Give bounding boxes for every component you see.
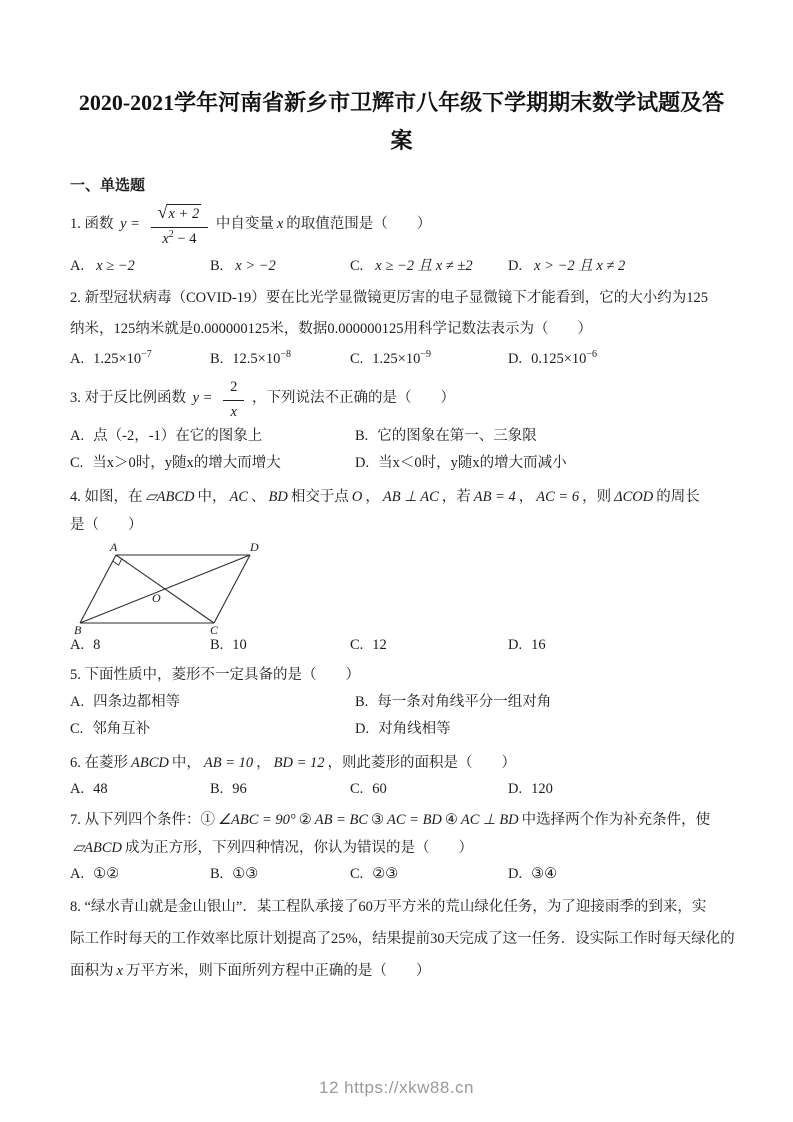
q2-stem-line-1: 2. 新型冠状病毒（COVID-19）要在比光学显微镜更厉害的电子显微镜下才能看到，它的大小约为125 bbox=[70, 290, 708, 306]
q3-fraction-numerator: 2 bbox=[223, 376, 244, 401]
q6-option-d: D. 120 bbox=[508, 781, 553, 797]
intersection-label-o: O bbox=[152, 591, 161, 605]
q3-options bbox=[70, 423, 733, 477]
q1-prefix: 1. 函数 bbox=[70, 215, 114, 232]
question-8 bbox=[70, 891, 733, 987]
q1-den-exponent: 2 bbox=[168, 229, 174, 241]
q1-fraction-numerator bbox=[151, 201, 209, 228]
q1-option-c: C. x ≥ −2 且 x ≠ ±2 bbox=[350, 258, 473, 274]
q1-suffix: 中自变量 x 的取值范围是（ ） bbox=[215, 215, 432, 232]
q4-stem-line-2: 是（ ） bbox=[70, 517, 143, 533]
q3-option-c: C. 当x＞0时，y随x的增大而增大 bbox=[70, 455, 281, 471]
q1-radicand: x + 2 bbox=[168, 206, 200, 222]
q4-option-b: B. 10 bbox=[210, 637, 247, 653]
q3-option-d: D. 当x＜0时，y随x的增大而减小 bbox=[355, 455, 567, 471]
page-title: 2020-2021学年河南省新乡市卫辉市八年级下学期期末数学试题及答案 bbox=[78, 90, 725, 153]
q2-option-d: D. $0.125\times 10^{-6}$ bbox=[508, 349, 598, 367]
q7-option-d: D. ③④ bbox=[508, 866, 558, 882]
q1-options bbox=[70, 256, 733, 277]
q5-options bbox=[70, 689, 733, 743]
question-3 bbox=[70, 376, 733, 477]
q7-option-c: C. ②③ bbox=[350, 866, 399, 882]
q2-option-c: C. $1.25\times 10^{-9}$ bbox=[350, 349, 431, 367]
question-6 bbox=[70, 749, 733, 800]
q2-option-b: B. $12.5\times 10^{-8}$ bbox=[210, 349, 291, 367]
q5-option-a: A. 四条边都相等 bbox=[70, 694, 181, 710]
q8-stem-line-1: 8. “绿水青山就是金山银山”．某工程队承接了60万平方米的荒山绿化任务，为了迎接雨季的到来，实 bbox=[70, 899, 707, 915]
question-4 bbox=[70, 483, 733, 656]
q7-option-a: A. ①② bbox=[70, 866, 120, 882]
vertex-label-d: D bbox=[250, 541, 259, 554]
q4-option-a: A. 8 bbox=[70, 637, 101, 653]
q1-lhs: y = bbox=[120, 215, 140, 232]
q1-option-b: B. x > −2 bbox=[210, 258, 276, 274]
q7-stem-line-1: 7. 从下列四个条件：① ∠ABC = 90° ② AB = BC ③ AC = BD ④ AC ⊥ BD 中选择两个作为补充条件，使 bbox=[70, 812, 711, 828]
q4-stem-line-1: 4. 如图，在 ▱ABCD 中， AC 、 BD 相交于点 O ， AB ⊥ AC ，若 AB = 4 ， AC = 6 ，则 ΔCOD 的周长 bbox=[70, 489, 700, 505]
q7-stem-line-2: ▱ABCD 成为正方形，下列四种情况，你认为错误的是（ ） bbox=[73, 840, 474, 856]
vertex-label-c: C bbox=[210, 623, 219, 635]
q3-fraction-denominator: x bbox=[230, 404, 237, 420]
q6-option-a: A. 48 bbox=[70, 781, 108, 797]
section-heading: 一、单选题 bbox=[70, 178, 146, 194]
q3-lhs: y = bbox=[192, 389, 213, 406]
question-7 bbox=[70, 806, 733, 885]
q7-options bbox=[70, 864, 733, 885]
q5-option-c: C. 邻角互补 bbox=[70, 721, 151, 737]
q2-stem-line-2: 纳米，125纳米就是0.000000125米，数据0.000000125用科学记数法表示为（ ） bbox=[70, 321, 592, 337]
q6-option-c: C. 60 bbox=[350, 781, 387, 797]
q4-option-c: C. 12 bbox=[350, 637, 387, 653]
q8-stem-line-3: 面积为 x 万平方米，则下面所列方程中正确的是（ ） bbox=[70, 963, 431, 979]
q5-option-b: B. 每一条对角线平分一组对角 bbox=[355, 694, 552, 710]
vertex-label-a: A bbox=[110, 541, 118, 554]
q1-den-rest: − 4 bbox=[177, 231, 197, 247]
question-5 bbox=[70, 661, 733, 743]
q4-figure bbox=[74, 541, 733, 635]
q3-option-b: B. 它的图象在第一、三象限 bbox=[355, 428, 537, 444]
q6-stem: 6. 在菱形 ABCD 中， AB = 10 ， BD = 12 ，则此菱形的面积是（ ） bbox=[70, 755, 516, 771]
q1-den-var: x bbox=[162, 231, 169, 247]
parallelogram-figure bbox=[74, 541, 334, 635]
radical-sign: √ bbox=[157, 202, 167, 222]
q6-option-b: B. 96 bbox=[210, 781, 247, 797]
q3-option-a: A. 点（-2，-1）在它的图象上 bbox=[70, 428, 263, 444]
q5-option-d: D. 对角线相等 bbox=[355, 721, 451, 737]
vertex-label-b: B bbox=[74, 623, 82, 635]
q7-option-b: B. ①③ bbox=[210, 866, 259, 882]
q2-option-a: A. $1.25\times 10^{-7}$ bbox=[70, 349, 152, 367]
question-2 bbox=[70, 283, 733, 370]
q4-option-d: D. 16 bbox=[508, 637, 546, 653]
q1-stem bbox=[70, 201, 733, 248]
q3-fraction bbox=[223, 376, 244, 421]
q8-stem-line-2: 际工作时每天的工作效率比原计划提高了25%，结果提前30天完成了这一任务．设实际工作时每天绿化的 bbox=[70, 931, 735, 947]
q3-stem bbox=[70, 376, 733, 421]
q1-fraction bbox=[151, 201, 209, 248]
q5-stem: 5. 下面性质中，菱形不一定具备的是（ ） bbox=[70, 667, 360, 683]
q1-option-a: A. x ≥ −2 bbox=[70, 258, 135, 274]
q1-option-d: D. x > −2 且 x ≠ 2 bbox=[508, 258, 626, 274]
q4-options bbox=[70, 635, 733, 656]
question-1 bbox=[70, 201, 733, 277]
page-footer: 12 https://xkw88.cn bbox=[318, 1078, 475, 1097]
q1-fraction-denominator bbox=[151, 228, 209, 248]
q3-prefix: 3. 对于反比例函数 bbox=[70, 389, 186, 406]
q3-suffix: ，下列说法不正确的是（ ） bbox=[251, 389, 455, 406]
q6-options bbox=[70, 779, 733, 800]
q2-options bbox=[70, 349, 733, 370]
